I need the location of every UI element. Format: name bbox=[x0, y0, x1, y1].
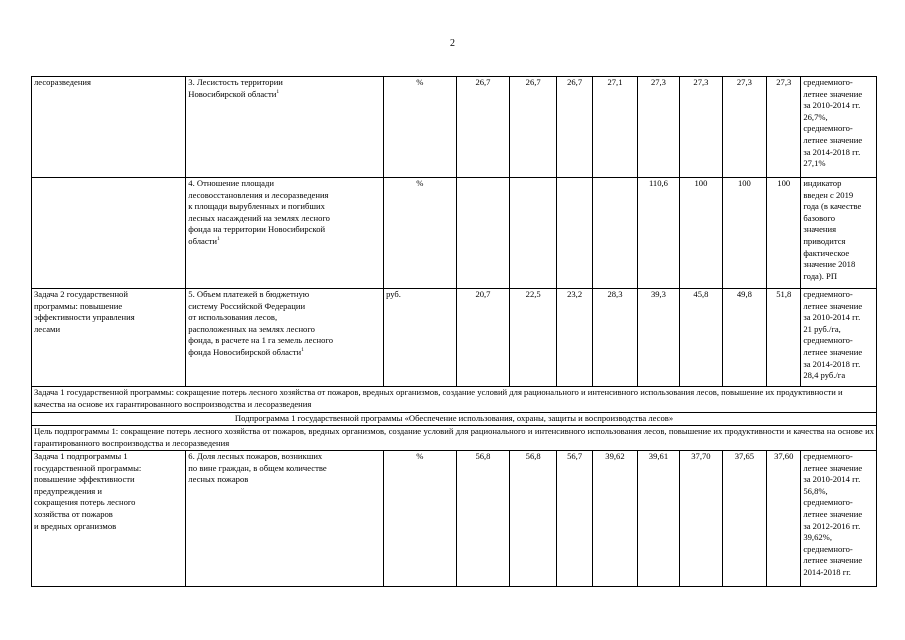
unit-cell: % bbox=[384, 178, 456, 289]
note-cell: среднемного- летнее значение за 2010-2014 гг. 26,7%, среднемного- летнее значение за 2014-2018 гг. 27,1% bbox=[801, 77, 877, 178]
indicator-table bbox=[31, 76, 877, 587]
unit-cell: руб. bbox=[384, 289, 456, 387]
note-cell: среднемного- летнее значение за 2010-2014 гг. 21 руб./га, среднемного- летнее значение за 2014-2018 гг. 28,4 руб./га bbox=[801, 289, 877, 387]
value-cell: 37,70 bbox=[680, 451, 722, 587]
table-row bbox=[32, 387, 877, 413]
task-heading: Задача 1 государственной программы: сокращение потерь лесного хозяйства от пожаров, вредных организмов, создание условий для рационального и интенсивного использования лесов, повышение их продуктивности и качества на основе их гарантированного воспроизводства и лесоразведения bbox=[32, 387, 877, 413]
value-cell: 45,8 bbox=[680, 289, 722, 387]
value-cell: 100 bbox=[680, 178, 722, 289]
value-cell: 56,7 bbox=[556, 451, 592, 587]
value-cell: 27,3 bbox=[767, 77, 801, 178]
value-cell: 56,8 bbox=[510, 451, 557, 587]
value-cell: 26,7 bbox=[510, 77, 557, 178]
value-cell bbox=[510, 178, 557, 289]
note-cell: среднемного- летнее значение за 2010-2014 гг. 56,8%, среднемного- летнее значение за 2012-2016 гг. 39,62%, среднемного- летнее значение 2014-2018 гг. bbox=[801, 451, 877, 587]
value-cell: 23,2 bbox=[556, 289, 592, 387]
subprogram-goal: Цель подпрограммы 1: сокращение потерь лесного хозяйства от пожаров, вредных организмов, создание условий для рационального и интенсивного использования лесов, повышение их продуктивности и качества на основе их гарантированного воспроизводства и лесоразведения bbox=[32, 426, 877, 451]
value-cell bbox=[593, 178, 638, 289]
value-cell: 39,3 bbox=[637, 289, 679, 387]
value-cell: 51,8 bbox=[767, 289, 801, 387]
value-cell bbox=[456, 178, 510, 289]
task-cell: лесоразведения bbox=[32, 77, 186, 178]
table-row bbox=[32, 451, 877, 587]
note-cell: индикатор введен с 2019 года (в качестве базового значения приводится фактическое значение 2018 года). РП bbox=[801, 178, 877, 289]
value-cell: 37,65 bbox=[722, 451, 767, 587]
task-cell: Задача 2 государственной программы: повышение эффективности управления лесами bbox=[32, 289, 186, 387]
indicator-cell: 3. Лесистость территории Новосибирской области$^1$ bbox=[186, 77, 384, 178]
value-cell: 22,5 bbox=[510, 289, 557, 387]
value-cell: 26,7 bbox=[456, 77, 510, 178]
value-cell bbox=[556, 178, 592, 289]
value-cell: 49,8 bbox=[722, 289, 767, 387]
value-cell: 39,62 bbox=[593, 451, 638, 587]
table-row bbox=[32, 178, 877, 289]
indicator-cell: 4. Отношение площади лесовосстановления и лесоразведения к площади вырубленных и погибших лесных насаждений на землях лесного фонда на территории Новосибирской области$^1$ bbox=[186, 178, 384, 289]
table-row bbox=[32, 77, 877, 178]
table-row bbox=[32, 413, 877, 426]
indicator-cell: 5. Объем платежей в бюджетную систему Российской Федерации от использования лесов, расположенных на землях лесного фонда, в расчете на 1 га земель лесного фонда Новосибирской области$^1$ bbox=[186, 289, 384, 387]
task-cell bbox=[32, 178, 186, 289]
value-cell: 28,3 bbox=[593, 289, 638, 387]
indicator-cell: 6. Доля лесных пожаров, возникших по вине граждан, в общем количестве лесных пожаров bbox=[186, 451, 384, 587]
table-row bbox=[32, 289, 877, 387]
subprogram-heading: Подпрограмма 1 государственной программы «Обеспечение использования, охраны, защиты и воспроизводства лесов» bbox=[32, 413, 877, 426]
page-number: 2 bbox=[450, 38, 455, 49]
task-cell: Задача 1 подпрограммы 1 государственной программы: повышение эффективности предупреждения и сокращения потерь лесного хозяйства от пожаров и вредных организмов bbox=[32, 451, 186, 587]
unit-cell: % bbox=[384, 451, 456, 587]
unit-cell: % bbox=[384, 77, 456, 178]
value-cell: 20,7 bbox=[456, 289, 510, 387]
value-cell: 100 bbox=[767, 178, 801, 289]
value-cell: 39,61 bbox=[637, 451, 679, 587]
table-row bbox=[32, 426, 877, 451]
value-cell: 27,3 bbox=[637, 77, 679, 178]
footnote-mark: 1 bbox=[301, 347, 304, 354]
value-cell: 56,8 bbox=[456, 451, 510, 587]
value-cell: 110,6 bbox=[637, 178, 679, 289]
value-cell: 27,1 bbox=[593, 77, 638, 178]
footnote-mark: 1 bbox=[276, 88, 280, 95]
value-cell: 100 bbox=[722, 178, 767, 289]
value-cell: 26,7 bbox=[556, 77, 592, 178]
value-cell: 27,3 bbox=[722, 77, 767, 178]
value-cell: 37,60 bbox=[767, 451, 801, 587]
value-cell: 27,3 bbox=[680, 77, 722, 178]
footnote-mark: 1 bbox=[217, 236, 220, 243]
